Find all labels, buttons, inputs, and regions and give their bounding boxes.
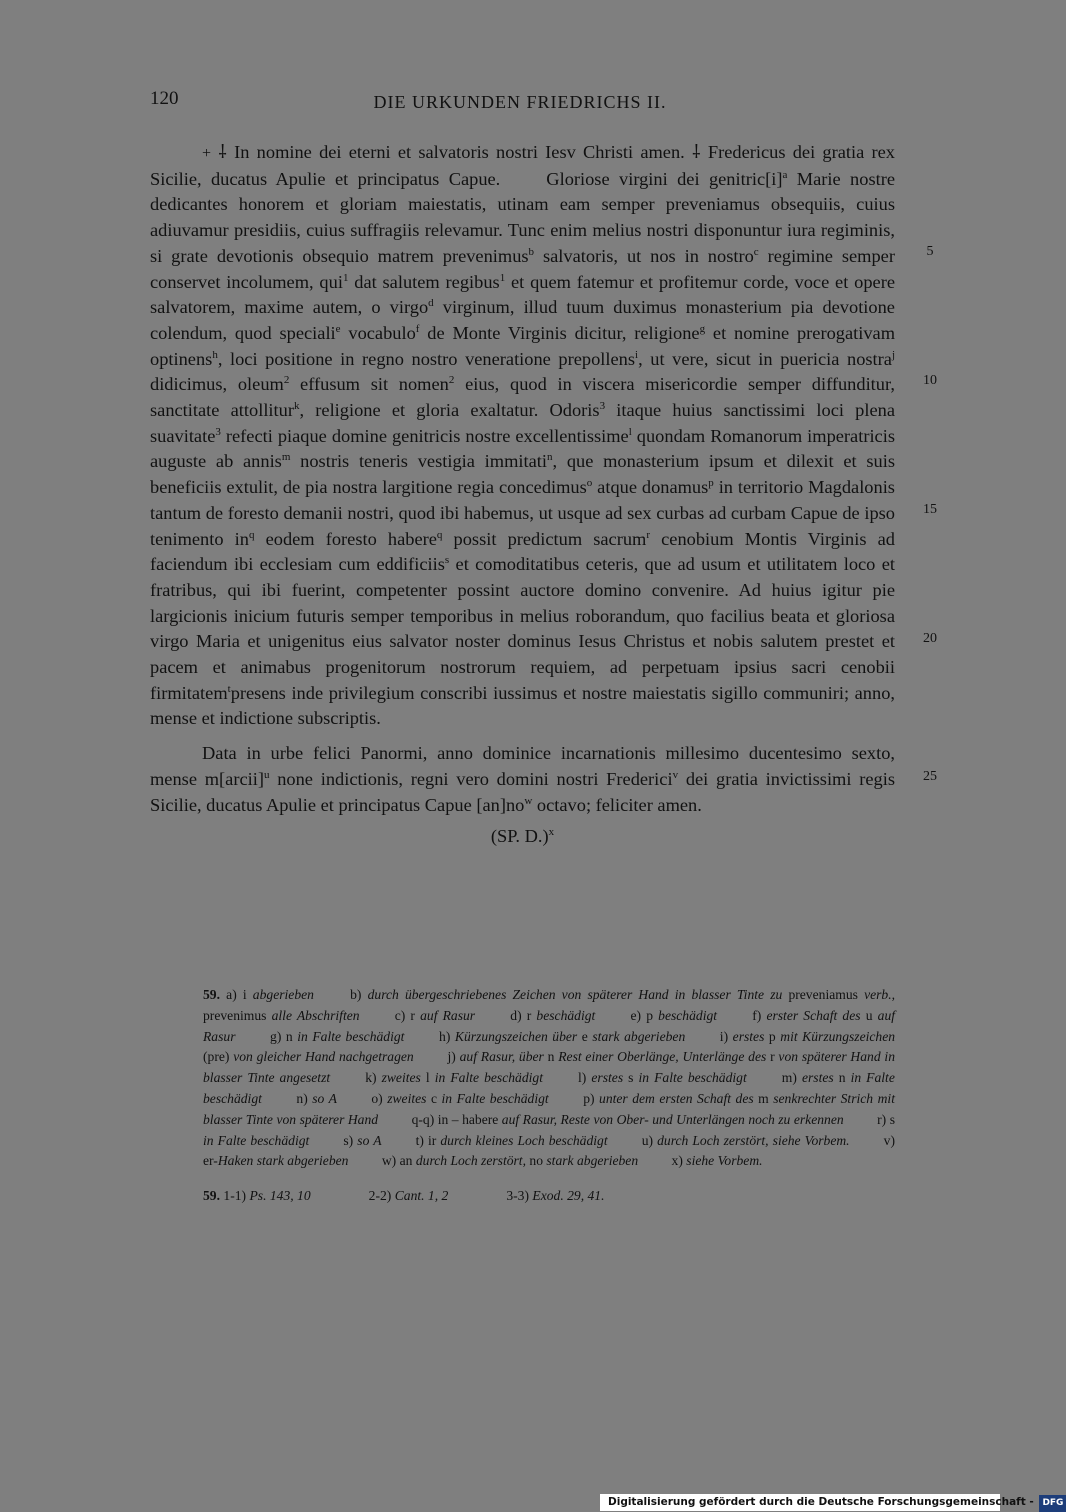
- dating-clause: Data in urbe felici Panormi, anno dominice incarnationis millesimo ducentesimo sexto, mense m[arcii]$^u$ none indictionis, regni vero domini nostri Frederici$^v$ dei gratia invictissimi regis Sicilie, ducatus Apulie et principatus Capue $[an]no^w$ octavo; feliciter amen.: [150, 743, 895, 815]
- charter-main-paragraph: + ⸸ In nomine dei eterni et salvatoris nostri Iesv Christi amen. ⸸ Fredericus dei gratia rex Sicilie, ducatus Apulie et principatus Capue. Gloriose virgini dei $genitric[i]^a$ Marie nostre dedicantes honorem et gloriam maiestatis, utinam eam semper preveniamus obsequiis, cuius adiuvamur presidiis, cuius suffragiis relevamur. Tunc enim melius nostri disponuntur iura regiminis, si grate devotionis obsequio matrem prevenimus$^b$ salvatoris, ut nos in nostro$^c$ regimine semper conservet incolumem, qui$^1$ dat salutem regibus$^1$ et quem fatemur et profitemur corde, voce et opere salvatorem, maxime autem, o virgo$^d$ virginum, illud tuum duximus monasterium pia devotione colendum, quod speciali$^e$ vocabulo$^f$ de Monte Virginis dicitur, religione$^g$ et nomine prerogativam optinens$^h$, loci positione in regno nostro veneratione prepollens$^i$, ut vere, sicut in puericia nostra$^j$ didicimus, oleum$^2$ effusum sit nomen$^2$ eius, quod in viscera misericordie semper diffunditur, sanctitate attollitur$^k$, religione et gloria exaltatur. Odoris$^3$ itaque huius sanctissimi loci plena suavitate$^3$ refecti piaque domine genitricis nostre excellentissime$^l$ quondam Romanorum imperatricis auguste ab annis$^m$ nostris teneris vestigia immitati$^n$, que monasterium ipsum et dilexit et suis beneficiis extulit, de pia nostra largitione regia concedimus$^o$ atque donamus$^p$ in territorio Magdalonis tantum de foresto demanii nostri, quod ibi habemus, ut usque ad sex curbas ad curbam Capue de ipso tenimento $in^q$ eodem foresto habere$^q$ possit predictum sacrum$^r$ cenobium Montis Virginis ad faciendum ibi ecclesiam cum eddificiis$^s$ et comoditatibus ceteris, que ad usum et utilitatem loco et fratribus, qui ibi fuerint, competenter possint auctore domino convenire. Ad huius igitur pie largicionis inicium futuris semper temporibus in melius roborandum, quo facilius beata et gloriosa virgo Maria et unigenitus eius salvator noster dominus Iesus Christus et nobis salutem prestet et pacem et animabus progenitorum nostrorum requiem, ad perpetuam ipsius sacri cenobii firmitatem$^t$presens inde privilegium conscribi iussimus et nostre maiestatis sigillo communiri; anno, mense et indictione subscriptis.: [150, 142, 896, 729]
- line-number: 20: [923, 631, 937, 646]
- chrismon-symbol: ⸸: [692, 142, 701, 162]
- source-notes: 59. 1-1) Ps. 143, 10 2-2) Cant. 1, 2 3-3) Exod. 29, 41.: [203, 1188, 605, 1204]
- footer-text: Digitalisierung gefördert durch die Deutsche Forschungsgemeinschaft -: [608, 1496, 1034, 1508]
- line-number: 15: [923, 502, 937, 517]
- document-number: 59.: [203, 1188, 220, 1204]
- signum: (SP. D.)$^x$: [490, 826, 555, 847]
- invocatio: In nomine dei eterni et salvatoris nostri Iesv Christi amen.: [234, 142, 685, 162]
- document-number: 59.: [203, 987, 220, 1002]
- critical-apparatus: 59. a) i abgerieben b) durch übergeschriebenes Zeichen von späterer Hand in blasser Tinte zu preveniamus verb., prevenimus alle Abschriften c) r auf Rasur d) r beschädigt e) p beschädigt f) erster Schaft des u auf Rasur g) n in Falte beschädigt h) Kürzungszeichen über e stark abgerieben i) erstes p mit Kürzungszeichen (pre) von gleicher Hand nachgetragen j) auf Rasur, über n Rest einer Oberlänge, Unterlänge des r von späterer Hand in blasser Tinte angesetzt k) zweites l in Falte beschädigt l) erstes s in Falte beschädigt m) erstes n in Falte beschädigt n) so A o) zweites c in Falte beschädigt p) unter dem ersten Schaft des m senkrechter Strich mit blasser Tinte von späterer Hand q-q) in – habere auf Rasur, Reste von Ober- und Unterlängen noch zu erkennen r) s in Falte beschädigt s) so A t) ir durch kleines Loch beschädigt u) durch Loch zerstört, siehe Vorbem. v) er-Haken stark abgerieben w) an durch Loch zerstört, no stark abgerieben x) siehe Vorbem.: [203, 987, 896, 1169]
- dfg-logo: DFG: [1039, 1495, 1066, 1512]
- line-number: 25: [923, 769, 937, 784]
- footnotes: [203, 985, 895, 1207]
- line-number: 5: [926, 244, 934, 259]
- charter-text: [150, 140, 895, 850]
- line-number: 10: [923, 373, 937, 388]
- cross-symbol: +: [202, 145, 212, 162]
- funding-footer: [600, 1494, 1064, 1511]
- chrismon-symbol: ⸸: [218, 142, 227, 162]
- intitulatio: Fredericus dei gratia rex Sicilie, ducatus Apulie et principatus Capue.: [150, 142, 895, 189]
- page-number: 120: [150, 88, 179, 109]
- running-head: DIE URKUNDEN FRIEDRICHS II.: [373, 92, 667, 112]
